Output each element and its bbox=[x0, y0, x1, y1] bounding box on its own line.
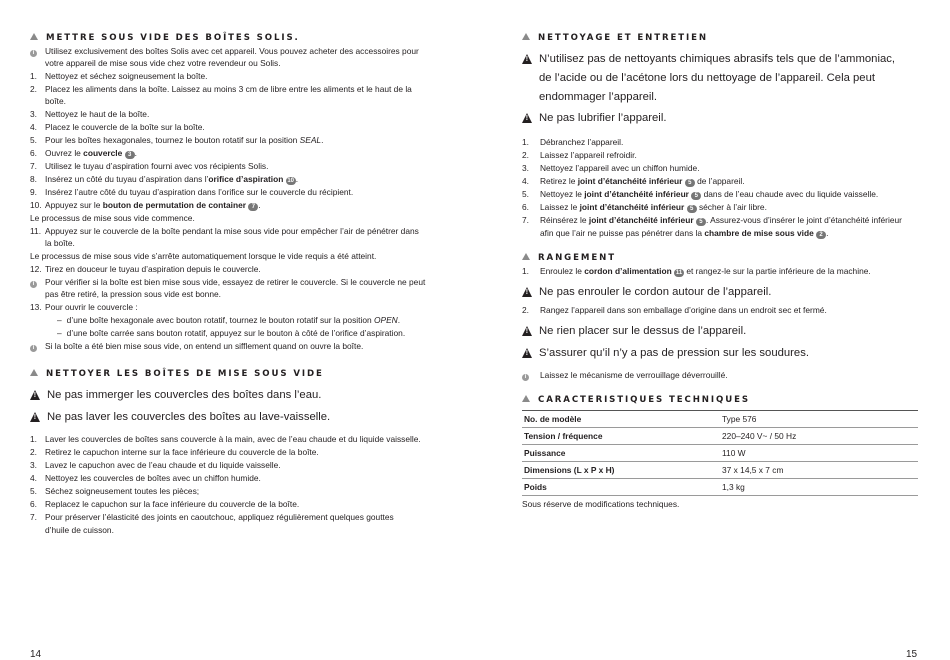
table-row: No. de modèle Type 576 bbox=[522, 411, 918, 428]
page-number-left: 14 bbox=[30, 649, 42, 660]
part-number-badge: 3 bbox=[125, 151, 135, 159]
section-title-specs: CARACTERISTIQUES TECHNIQUES bbox=[522, 395, 750, 405]
info-line: i Laissez le mécanisme de verrouillage déverrouillé. bbox=[522, 370, 728, 381]
info-icon: i bbox=[522, 374, 529, 381]
info-icon: i bbox=[30, 50, 37, 57]
list-item: 4. Retirez le joint d’étanchéité inférieur 5 de l’appareil. bbox=[522, 176, 745, 186]
text-line: boîte. bbox=[45, 96, 66, 106]
sub-list-item: – d’une boîte hexagonale avec bouton rotatif, tournez le bouton rotatif sur la position OPEN. bbox=[57, 315, 401, 325]
text-line: pas être retiré, la pression sous vide est bonne. bbox=[45, 289, 221, 299]
list-item: 1. Nettoyez et séchez soigneusement la boîte. bbox=[30, 71, 208, 81]
text-line: Le processus de mise sous vide s’arrête automatiquement lorsque le vide requis a été atteint. bbox=[30, 251, 377, 261]
list-item: 9. Insérez l’autre côté du tuyau d’aspiration dans l’orifice sur le couvercle du récipient. bbox=[30, 187, 354, 197]
triangle-icon bbox=[30, 369, 38, 376]
section-title-storage: RANGEMENT bbox=[522, 253, 616, 263]
part-number-badge: 7 bbox=[248, 203, 258, 211]
triangle-icon bbox=[522, 395, 530, 402]
list-item: 7. Réinsérez le joint d’étanchéité inférieur 5 . Assurez-vous d’insérer le joint d’étanchéité inférieur bbox=[522, 215, 902, 225]
part-number-badge: 5 bbox=[696, 218, 706, 226]
section-title-vacuum-boxes: METTRE SOUS VIDE DES BOÎTES SOLIS. bbox=[30, 33, 300, 43]
list-item: 8. Insérez un côté du tuyau d’aspiration dans l’orifice d’aspiration 10 . bbox=[30, 174, 299, 184]
sub-list-item: – d’une boîte carrée sans bouton rotatif, appuyez sur le bouton à côté de l’orifice d’aspiration. bbox=[57, 328, 406, 338]
part-number-badge: 5 bbox=[687, 205, 697, 213]
text-line: afin que l’air ne puisse pas pénétrer dans la chambre de mise sous vide 2 . bbox=[540, 228, 829, 238]
list-item: 4. Nettoyez les couvercles de boîtes avec un chiffon humide. bbox=[30, 473, 261, 483]
list-item: 2. Laissez l’appareil refroidir. bbox=[522, 150, 637, 160]
list-item: 7. Pour préserver l’élasticité des joints en caoutchouc, appliquez régulièrement quelques gouttes bbox=[30, 512, 394, 522]
list-item: 6. Laissez le joint d’étanchéité inférieur 5 sécher à l’air libre. bbox=[522, 202, 767, 212]
text-line: Le processus de mise sous vide commence. bbox=[30, 213, 195, 223]
part-number-badge: 11 bbox=[675, 270, 683, 276]
warning-icon bbox=[30, 412, 40, 422]
list-item: 2. Rangez l’appareil dans son emballage d’origine dans un endroit sec et fermé. bbox=[522, 305, 827, 315]
section-title-cleaning: NETTOYAGE ET ENTRETIEN bbox=[522, 33, 708, 43]
warning-icon bbox=[522, 348, 532, 358]
section-title-clean-boxes: NETTOYER LES BOÎTES DE MISE SOUS VIDE bbox=[30, 369, 324, 379]
part-number-badge: 5 bbox=[691, 192, 701, 200]
warning-icon bbox=[522, 326, 532, 336]
info-line: i Pour vérifier si la boîte est bien mise sous vide, essayez de retirer le couvercle. Si le couvercle ne peut bbox=[30, 277, 425, 288]
list-item: 1. Enroulez le cordon d’alimentation 11 et rangez-le sur la partie inférieure de la machine. bbox=[522, 266, 871, 276]
spec-table bbox=[522, 410, 918, 496]
list-item: 5. Séchez soigneusement toutes les pièces; bbox=[30, 486, 200, 496]
list-item: 1. Laver les couvercles de boîtes sans couvercle à la main, avec de l’eau chaude et du liquide vaisselle. bbox=[30, 434, 421, 444]
list-item: 3. Nettoyez l’appareil avec un chiffon humide. bbox=[522, 163, 700, 173]
list-item: 6. Ouvrez le couvercle 3 . bbox=[30, 148, 137, 158]
list-item: 13. Pour ouvrir le couvercle : bbox=[30, 302, 138, 312]
list-item: 3. Nettoyez le haut de la boîte. bbox=[30, 109, 150, 119]
part-number-badge: 2 bbox=[816, 231, 826, 239]
list-item: 2. Retirez le capuchon interne sur la face inférieure du couvercle de la boîte. bbox=[30, 447, 319, 457]
warning-icon bbox=[522, 287, 532, 297]
table-row: Poids 1,3 kg bbox=[522, 479, 918, 496]
list-item: 2. Placez les aliments dans la boîte. Laissez au moins 3 cm de libre entre les aliments et le haut de la bbox=[30, 84, 412, 94]
text-line: la boîte. bbox=[45, 238, 75, 248]
part-number-badge: 10 bbox=[287, 178, 295, 184]
info-icon: i bbox=[30, 345, 37, 352]
text-line: d’huile de cuisson. bbox=[45, 525, 114, 535]
part-number-badge: 5 bbox=[685, 179, 695, 187]
info-line: i Si la boîte a été bien mise sous vide, on entend un sifflement quand on ouvre la boîte. bbox=[30, 341, 363, 352]
warning-icon bbox=[522, 54, 532, 64]
list-item: 7. Utilisez le tuyau d’aspiration fourni avec vos récipients Solis. bbox=[30, 161, 269, 171]
spec-footnote: Sous réserve de modifications techniques. bbox=[522, 499, 680, 509]
table-row: Puissance 110 W bbox=[522, 445, 918, 462]
info-icon: i bbox=[30, 281, 37, 288]
warning-icon bbox=[30, 390, 40, 400]
page-number-right: 15 bbox=[906, 649, 918, 660]
table-row: Tension / fréquence 220–240 V~ / 50 Hz bbox=[522, 428, 918, 445]
list-item: 1. Débranchez l’appareil. bbox=[522, 137, 624, 147]
list-item: 3. Lavez le capuchon avec de l’eau chaude et du liquide vaisselle. bbox=[30, 460, 281, 470]
triangle-icon bbox=[30, 33, 38, 40]
list-item: 6. Replacez le capuchon sur la face inférieure du couvercle de la boîte. bbox=[30, 499, 300, 509]
table-row: Dimensions (L x P x H) 37 x 14,5 x 7 cm bbox=[522, 462, 918, 479]
text-line: votre appareil de mise sous vide chez votre revendeur ou Solis. bbox=[45, 58, 281, 68]
list-item: 5. Pour les boîtes hexagonales, tournez le bouton rotatif sur la position SEAL. bbox=[30, 135, 324, 145]
warning-icon bbox=[522, 113, 532, 123]
triangle-icon bbox=[522, 33, 530, 40]
list-item: 10. Appuyez sur le bouton de permutation de container 7 . bbox=[30, 200, 261, 210]
list-item: 4. Placez le couvercle de la boîte sur la boîte. bbox=[30, 122, 205, 132]
list-item: 12. Tirez en douceur le tuyau d’aspiration depuis le couvercle. bbox=[30, 264, 261, 274]
info-line: i Utilisez exclusivement des boîtes Solis avec cet appareil. Vous pouvez acheter des accessoires pour bbox=[30, 46, 419, 57]
list-item: 5. Nettoyez le joint d’étanchéité inférieur 5 dans de l’eau chaude avec du liquide vaisselle. bbox=[522, 189, 879, 199]
list-item: 11. Appuyez sur le couvercle de la boîte pendant la mise sous vide pour empêcher l’air de pénétrer dans bbox=[30, 226, 419, 236]
triangle-icon bbox=[522, 253, 530, 260]
